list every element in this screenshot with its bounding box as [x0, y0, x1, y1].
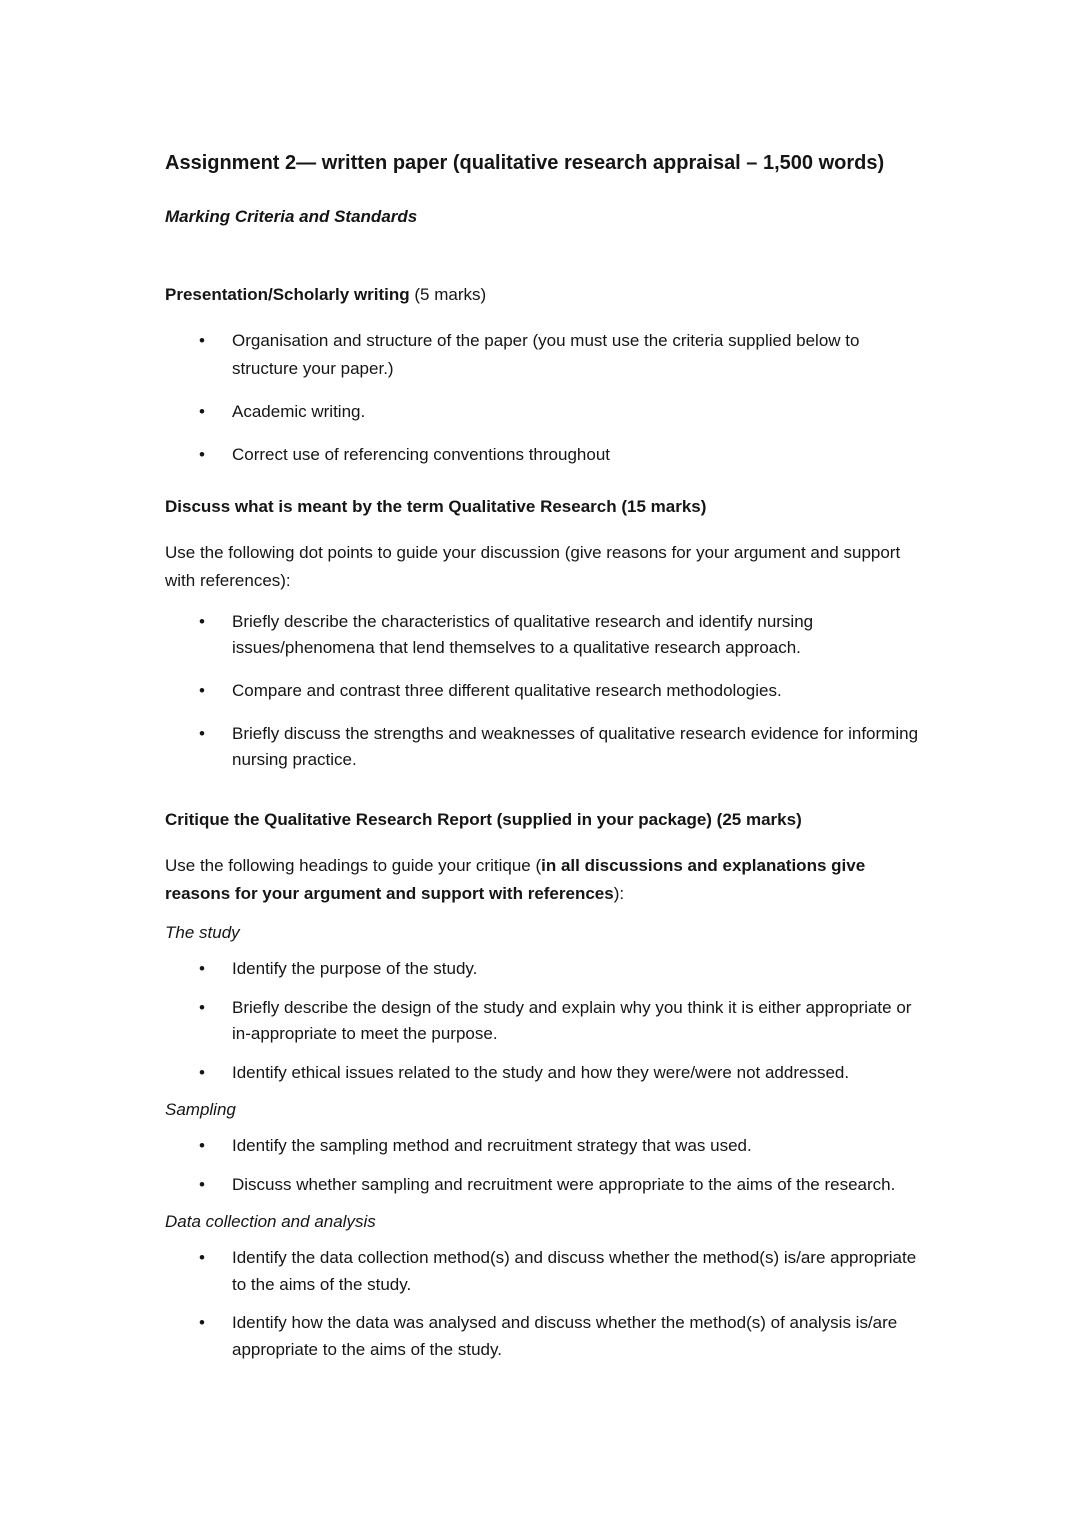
bullet-item: • Academic writing.: [165, 398, 922, 426]
presentation-bullet-list: [165, 327, 925, 469]
bullet-item: • Identify the sampling method and recruitment strategy that was used.: [165, 1133, 922, 1160]
bullet-item: • Identify the purpose of the study.: [165, 956, 922, 983]
data-collection-bullet-list: [165, 1245, 925, 1363]
critique-intro: [165, 852, 925, 907]
bullet-item: • Organisation and structure of the paper (you must use the criteria supplied below to structure your paper.): [165, 327, 922, 383]
critique-intro-pre: Use the following headings to guide your critique (: [165, 856, 542, 875]
bullet-item: • Identify the data collection method(s) and discuss whether the method(s) is/are appropriate to the aims of the study.: [165, 1245, 922, 1298]
sampling-bullet-list: [165, 1133, 925, 1198]
bullet-item: • Identify how the data was analysed and discuss whether the method(s) of analysis is/are appropriate to the aims of the study.: [165, 1310, 922, 1363]
critique-heading: Critique the Qualitative Research Report (supplied in your package) (25 marks): [165, 810, 802, 829]
presentation-heading: [165, 284, 925, 306]
subsection-data-collection-analysis: [165, 1211, 925, 1363]
sampling-heading: Sampling: [165, 1100, 236, 1119]
section-presentation: [165, 284, 925, 469]
bullet-item: • Compare and contrast three different qualitative research methodologies.: [165, 678, 922, 704]
presentation-heading-text: Presentation/Scholarly writing: [165, 285, 410, 304]
discuss-bullet-list: [165, 609, 925, 773]
bullet-item: • Identify ethical issues related to the study and how they were/were not addressed.: [165, 1060, 922, 1087]
bullet-item: • Briefly describe the characteristics of qualitative research and identify nursing issues/phenomena that lend themselves to a qualitative research approach.: [165, 609, 922, 661]
critique-intro-post: ):: [613, 883, 625, 903]
section-discuss-qualitative-research: [165, 496, 925, 773]
discuss-heading: Discuss what is meant by the term Qualitative Research (15 marks): [165, 497, 707, 516]
assignment-title: Assignment 2— written paper (qualitative research appraisal – 1,500 words): [165, 152, 885, 174]
presentation-marks: (5 marks): [409, 285, 487, 304]
the-study-heading: The study: [165, 923, 240, 942]
bullet-item: • Briefly describe the design of the study and explain why you think it is either appropriate or in-appropriate to meet the purpose.: [165, 995, 922, 1048]
subsection-the-study: [165, 922, 925, 1086]
bullet-item: • Correct use of referencing conventions throughout: [165, 441, 922, 469]
bullet-item: • Briefly discuss the strengths and weaknesses of qualitative research evidence for informing nursing practice.: [165, 721, 922, 773]
discuss-intro: Use the following dot points to guide your discussion (give reasons for your argument and support with references):: [165, 543, 901, 590]
critique-intro-bold: in all discussions and explanations give reasons for your argument and support with references: [165, 856, 866, 903]
the-study-bullet-list: [165, 956, 925, 1086]
marking-criteria-subtitle: Marking Criteria and Standards: [165, 207, 418, 226]
section-critique-report: [165, 809, 925, 1363]
bullet-item: • Discuss whether sampling and recruitment were appropriate to the aims of the research.: [165, 1172, 922, 1199]
data-collection-heading: Data collection and analysis: [165, 1212, 376, 1231]
subsection-sampling: [165, 1099, 925, 1198]
